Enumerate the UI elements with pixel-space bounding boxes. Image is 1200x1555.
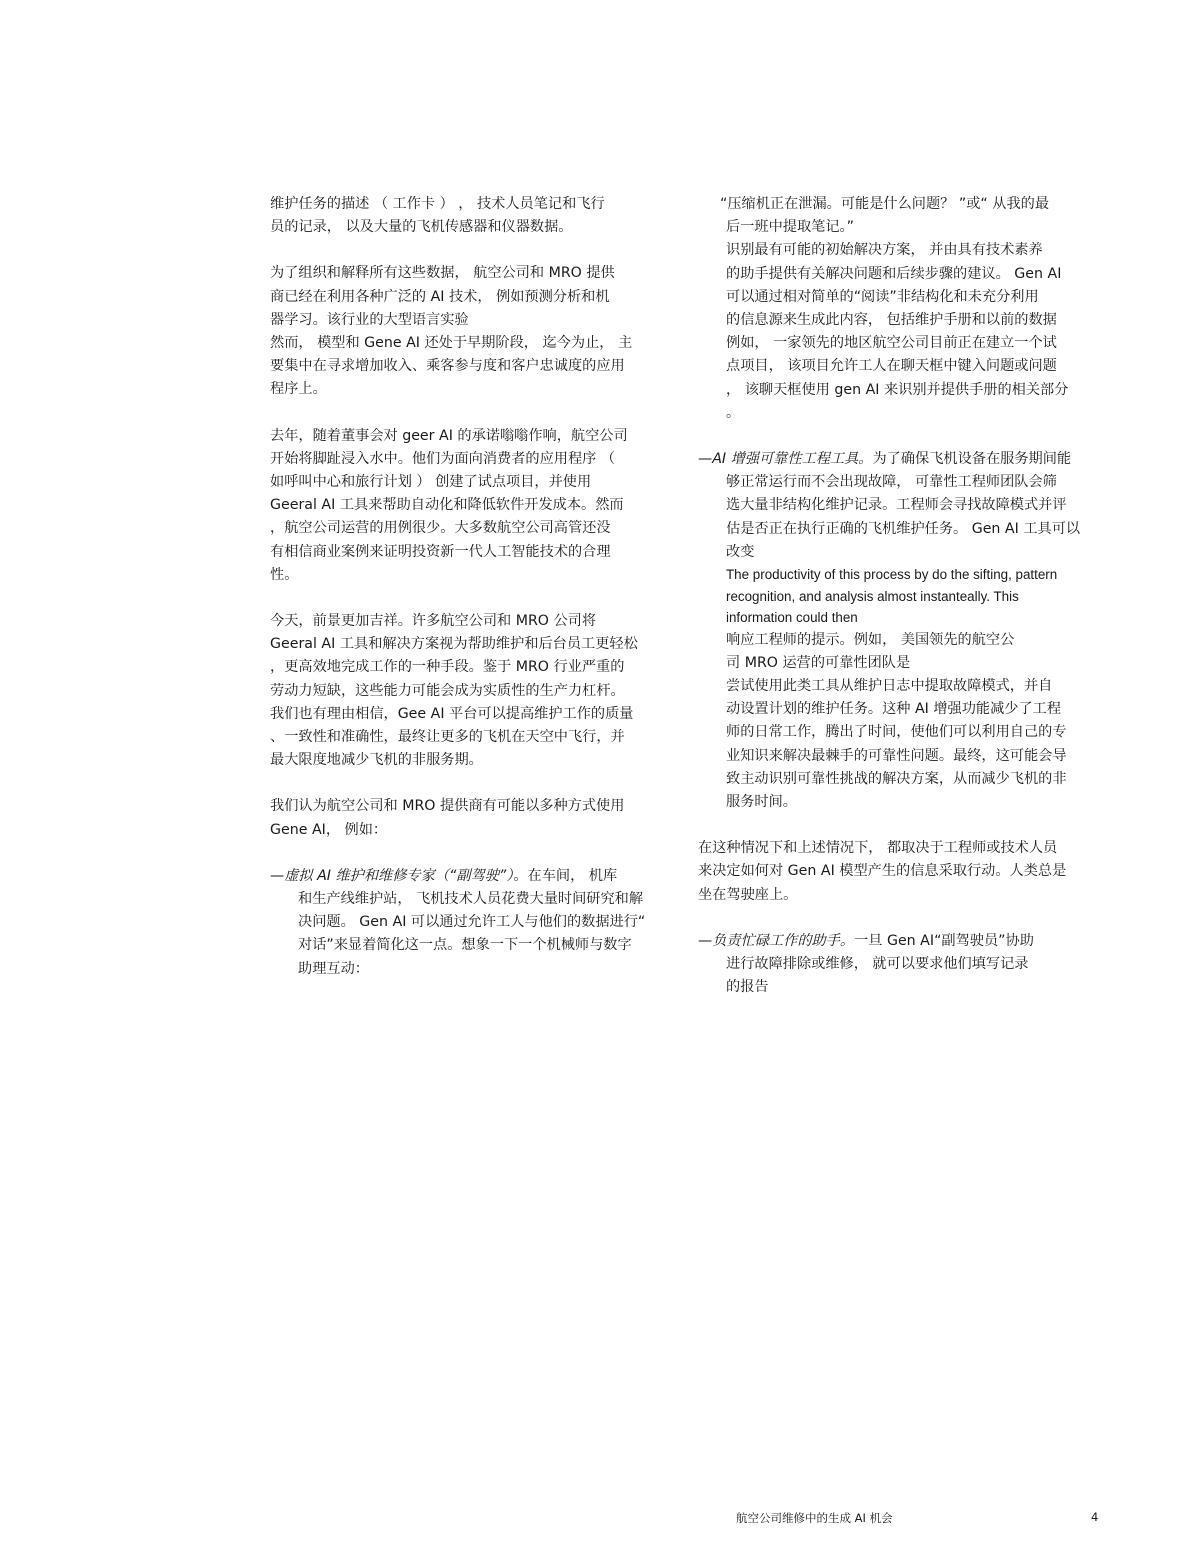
text-line: 师的日常工作，腾出了时间，使他们可以利用自己的专 — [726, 724, 1067, 741]
text-line: 服务时间。 — [726, 793, 797, 810]
text-line: 员的记录， 以及大量的飞机传感器和仪器数据。 — [270, 219, 573, 236]
text-line: 我们认为航空公司和 MRO 提供商有可能以多种方式使用 — [270, 798, 625, 815]
quote-line: “压缩机正在泄漏。可能是什么问题？ ”或“ 从我的最 — [720, 196, 1050, 212]
bullet-reliability-engineering — [698, 448, 1108, 814]
text-line: 决问题。 Gen AI 可以通过允许工人与他们的数据进行“ — [298, 914, 646, 931]
text-line: 。 — [726, 404, 741, 421]
text-line: 助理互动： — [298, 960, 369, 977]
text-line: 开始将脚趾浸入水中。他们为面向消费者的应用程序 （ — [270, 450, 616, 467]
right-column — [698, 193, 1108, 1022]
text-line: 为了组织和解释所有这些数据， 航空公司和 MRO 提供 — [270, 265, 615, 282]
text-line: Gene AI， 例如： — [270, 821, 388, 838]
bullet-first-line — [270, 865, 670, 888]
bullet-text: 一旦 Gen AI“副驾驶员”协助 — [854, 932, 1034, 949]
paragraph-1 — [270, 193, 670, 239]
text-line: ，航空公司运营的用例很少。大多数航空公司高管还没 — [270, 520, 611, 537]
text-line: 、一致性和准确性，最终让更多的飞机在天空中飞行，并 — [270, 729, 625, 746]
bullet-virtual-ai-expert — [270, 865, 670, 981]
text-line: 可以通过相对简单的“阅读”非结构化和未充分利用 — [726, 288, 1039, 305]
text-line: 程序上。 — [270, 381, 327, 398]
text-line: 如呼叫中心和旅行计划 ） 创建了试点项目，并使用 — [270, 474, 592, 491]
text-line: 够正常运行而不会出现故障， 可靠性工程师团队会筛 — [726, 474, 1057, 491]
text-line: 然而， 模型和 Gene AI 还处于早期阶段， 迄今为止， 主 — [270, 335, 633, 352]
paragraph-4 — [270, 610, 670, 772]
english-text-line: information could then — [726, 610, 858, 626]
paragraph-5 — [270, 795, 670, 841]
text-line: 改变 — [726, 543, 755, 560]
text-line: ， 该聊天框使用 gen AI 来识别并提供手册的相关部分 — [726, 381, 1069, 398]
text-line: 点项目， 该项目允许工人在聊天框中键入问题或问题 — [726, 358, 1057, 375]
paragraph-human-in-loop — [698, 837, 1108, 907]
left-column — [270, 193, 670, 1004]
text-line: 动设置计划的维护任务。这种 AI 增强功能减少了工程 — [726, 701, 1062, 718]
footer-page-number: 4 — [1091, 1510, 1099, 1524]
bullet-title: —AI 增强可靠性工程工具。 — [698, 451, 873, 468]
footer-document-title: 航空公司维修中的生成 AI 机会 — [736, 1511, 893, 1525]
text-line: 的信息源来生成此内容， 包括维护手册和以前的数据 — [726, 312, 1057, 329]
text-line: 器学习。该行业的大型语言实验 — [270, 311, 469, 328]
text-line: 有相信商业案例来证明投资新一代人工智能技术的合理 — [270, 543, 611, 560]
text-line: 响应工程师的提示。例如， 美国领先的航空公 — [726, 631, 1015, 648]
text-line: 例如， 一家领先的地区航空公司目前正在建立一个试 — [726, 335, 1057, 352]
text-line: 在这种情况下和上述情况下， 都取决于工程师或技术人员 — [698, 840, 1058, 857]
text-line: 坐在驾驶座上。 — [698, 886, 798, 903]
text-line: 来决定如何对 Gen AI 模型产生的信息采取行动。人类总是 — [698, 863, 1067, 880]
text-line: 维护任务的描述 （ 工作卡 ） ， 技术人员笔记和飞行 — [270, 196, 605, 212]
text-line: 去年，随着董事会对 geer AI 的承诺嗡嗡作响，航空公司 — [270, 427, 628, 444]
bullet-first-line — [698, 930, 1108, 953]
bullet-first-line — [698, 448, 1108, 471]
text-line: 进行故障排除或维修， 就可以要求他们填写记录 — [726, 955, 1029, 972]
text-line: 后一班中提取笔记。” — [726, 219, 854, 236]
text-line: 商已经在利用各种广泛的 AI 技术， 例如预测分析和机 — [270, 288, 610, 305]
text-line: 对话”来显着简化这一点。想象一下一个机械师与数字 — [298, 937, 632, 954]
paragraph-2 — [270, 262, 670, 401]
bullet-busy-work-assistant — [698, 930, 1108, 1000]
text-line: 业知识来解决最棘手的可靠性问题。最终，这可能会导 — [726, 747, 1067, 764]
text-line: 最大限度地减少飞机的非服务期。 — [270, 752, 483, 769]
text-line: 我们也有理由相信，Gee AI 平台可以提高维护工作的质量 — [270, 705, 634, 722]
bullet-title: —虚拟 AI 维护和维修专家（“副驾驶”） — [270, 867, 514, 884]
text-line: 选大量非结构化维护记录。工程师会寻找故障模式并评 — [726, 497, 1067, 514]
english-text-line: recognition, and analysis almost instanteally. This — [726, 588, 1019, 604]
paragraph-3 — [270, 425, 670, 587]
bullet-title: —负责忙碌工作的助手。 — [698, 932, 855, 949]
text-line: 的助手提供有关解决问题和后续步骤的建议。 Gen AI — [726, 265, 1062, 282]
text-line: 尝试使用此类工具从维护日志中提取故障模式，并自 — [726, 677, 1053, 694]
english-text-line: The productivity of this process by do the sifting, pattern — [726, 567, 1058, 583]
text-line: 劳动力短缺，这些能力可能会成为实质性的生产力杠杆。 — [270, 682, 625, 699]
text-line: ，更高效地完成工作的一种手段。鉴于 MRO 行业严重的 — [270, 659, 625, 676]
text-line: Geeral AI 工具来帮助自动化和降低软件开发成本。然而 — [270, 497, 624, 514]
text-line: 性。 — [270, 566, 299, 583]
text-line: 要集中在寻求增加收入、乘客参与度和客户忠诚度的应用 — [270, 358, 625, 375]
mechanic-quote-block — [698, 193, 1108, 425]
bullet-text: 为了确保飞机设备在服务期间能 — [872, 451, 1072, 468]
text-line: 识别最有可能的初始解决方案， 并由具有技术素养 — [726, 242, 1043, 259]
text-line: 致主动识别可靠性挑战的解决方案，从而减少飞机的非 — [726, 770, 1067, 787]
bullet-text: 。在车间， 机库 — [513, 867, 618, 884]
text-line: 和生产线维护站， 飞机技术人员花费大量时间研究和解 — [298, 891, 644, 908]
text-line: 的报告 — [726, 979, 769, 996]
text-line: 司 MRO 运营的可靠性团队是 — [726, 654, 911, 671]
text-line: Geeral AI 工具和解决方案视为帮助维护和后台员工更轻松 — [270, 636, 638, 653]
text-line: 估是否正在执行正确的飞机维护任务。 Gen AI 工具可以 — [726, 520, 1081, 537]
text-line: 今天，前景更加吉祥。许多航空公司和 MRO 公司将 — [270, 613, 597, 630]
